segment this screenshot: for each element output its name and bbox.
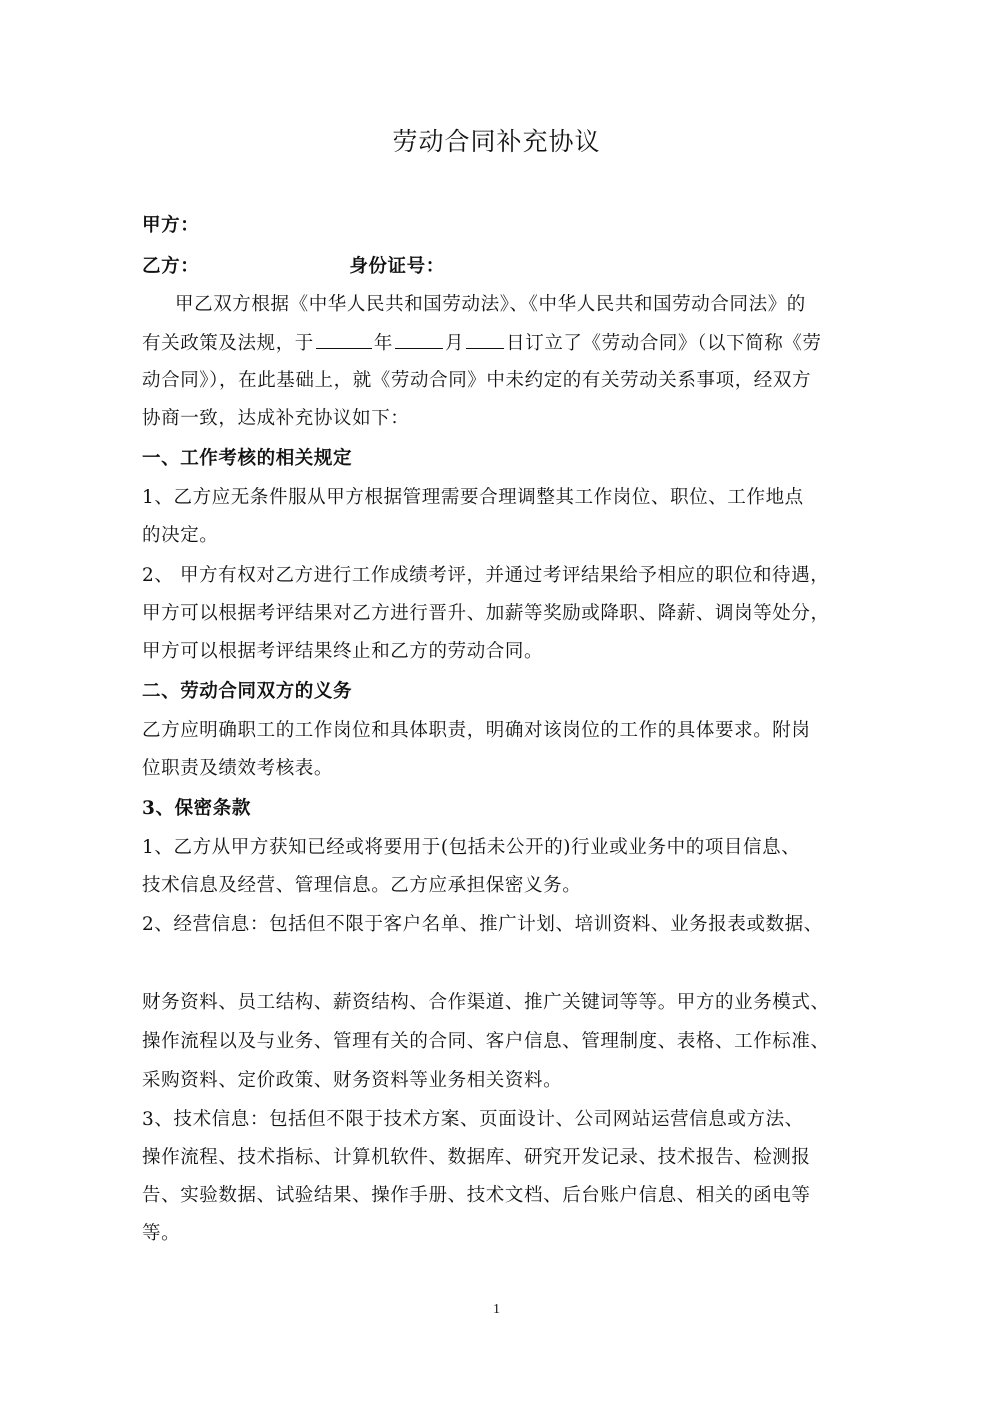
month-blank [395,330,443,349]
section-3-p2-line-1: 2、经营信息：包括但不限于客户名单、推广计划、培训资料、业务报表或数据、 [142,914,823,935]
section-1-p2-line-3: 甲方可以根据考评结果终止和乙方的劳动合同。 [142,641,544,662]
intro-line-2 [142,330,854,357]
section-1-p1-line-2: 的决定。 [142,525,219,546]
intro-line-4: 协商一致，达成补充协议如下： [142,408,410,429]
party-a-label: 甲方： [142,215,200,236]
section-1-p2-line-1: 2、 甲方有权对乙方进行工作成绩考评，并通过考评结果给予相应的职位和待遇， [142,565,830,586]
document-title: 劳动合同补充协议 [392,127,601,156]
section-3-p3-line-1: 3、技术信息：包括但不限于技术方案、页面设计、公司网站运营信息或方法、 [142,1109,804,1130]
section-1-p2-line-2: 甲方可以根据考评结果对乙方进行晋升、加薪等奖励或降职、降薪、调岗等处分， [142,603,830,624]
party-b-line [142,254,854,280]
intro-line-1: 甲乙双方根据《中华人民共和国劳动法》、《中华人民共和国劳动合同法》的 [175,294,806,315]
day-blank [466,330,504,349]
intro-line-2-suffix: 日订立了《劳动合同》（以下简称《劳 [506,333,822,354]
intro-line-2-prefix: 有关政策及法规，于 [142,333,314,354]
section-3-p3-line-4: 等。 [142,1223,181,1244]
section-2-line-2: 位职责及绩效考核表。 [142,758,334,779]
month-label: 月 [445,333,465,354]
section-3-p1-line-2: 技术信息及经营、管理信息。乙方应承担保密义务。 [142,875,582,896]
section-3-p2-line-3: 操作流程以及与业务、管理有关的合同、客户信息、管理制度、表格、工作标准、 [142,1031,830,1052]
section-3-heading: 3、保密条款 [142,798,251,819]
section-1-p1-line-1: 1、乙方应无条件服从甲方根据管理需要合理调整其工作岗位、职位、工作地点 [142,487,804,508]
id-number-label: 身份证号： [349,256,445,277]
section-3-p2-line-4: 采购资料、定价政策、财务资料等业务相关资料。 [142,1070,563,1091]
section-3-p2-line-2: 财务资料、员工结构、薪资结构、合作渠道、推广关键词等等。甲方的业务模式、 [142,992,830,1013]
section-1-heading: 一、工作考核的相关规定 [142,448,353,469]
section-2-heading: 二、劳动合同双方的义务 [142,681,353,702]
section-2-line-1: 乙方应明确职工的工作岗位和具体职责，明确对该岗位的工作的具体要求。附岗 [142,720,811,741]
year-blank [316,330,372,349]
section-3-p3-line-3: 告、实验数据、试验结果、操作手册、技术文档、后台账户信息、相关的函电等 [142,1185,811,1206]
page-number: 1 [493,1302,500,1317]
section-3-p3-line-2: 操作流程、技术指标、计算机软件、数据库、研究开发记录、技术报告、检测报 [142,1147,811,1168]
intro-line-3: 动合同》），在此基础上，就《劳动合同》中未约定的有关劳动关系事项，经双方 [142,370,812,391]
section-3-p1-line-1: 1、乙方从甲方获知已经或将要用于(包括未公开的)行业或业务中的项目信息、 [142,837,801,858]
party-b-label: 乙方： [142,256,200,277]
year-label: 年 [373,333,394,354]
